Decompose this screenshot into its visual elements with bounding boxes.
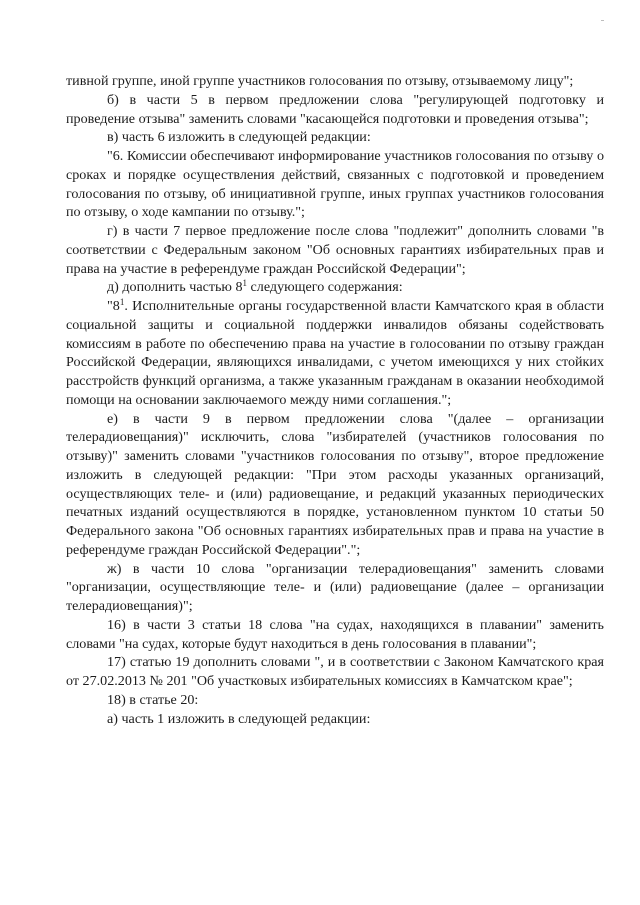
superscript: 1 — [242, 278, 248, 289]
paragraph: б) в части 5 в первом предложении слова "регулирующей подготовку и проведение отзыва" заменить словами "касающейся подготовки и проведения отзыва"; — [66, 91, 604, 127]
paragraph: г) в части 7 первое предложение после слова "подлежит" дополнить словами "в соответствии с Федеральным законом "Об основных гарантиях избирательных прав и права на участие в референдуме граждан Российской Федерации"; — [66, 223, 604, 277]
paragraph — [66, 297, 604, 410]
paragraph: ж) в части 10 слова "организации телерадиовещания" заменить словами "организации, осуществляющие теле- и (или) радиовещание (далее – организации телерадиовещания)"; — [66, 560, 604, 614]
paragraph: е) в части 9 в первом предложении слова "(далее – организации телерадиовещания)" исключить, слова "избирателей (участников голосования по отзыву)" заменить словами "участников голосования по отзыву", второе предложение изложить в следующей редакции: "При этом расходы указанных организаций, осуществляющих теле- и (или) радиовещание, и редакций указанных периодических печатных изданий осуществляются в порядке, установленном пунктом 10 статьи 50 Федерального закона "Об основных гарантиях избирательных прав и права на участие в референдуме граждан Российской Федерации"."; — [66, 410, 604, 558]
paragraph: тивной группе, иной группе участников голосования по отзыву, отзываемому лицу"; — [66, 73, 574, 89]
paragraph: а) часть 1 изложить в следующей редакции: — [107, 710, 371, 727]
scan-mark — [601, 20, 604, 21]
paragraph-text: д) дополнить частью 8 — [107, 279, 243, 296]
paragraph-text: следующего содержания: — [247, 279, 403, 296]
paragraph: в) часть 6 изложить в следующей редакции: — [107, 129, 371, 146]
superscript: 1 — [119, 297, 125, 307]
paragraph: 17) статью 19 дополнить словами ", и в соответствии с Законом Камчатского края от 27.02.2013 № 201 "Об участковых избирательных комиссиях в Камчатском крае"; — [66, 654, 604, 689]
paragraph: "6. Комиссии обеспечивают информирование участников голосования по отзыву о сроках и порядке осуществления действий, связанных с подготовкой и проведением голосования по отзыву, об инициативной группе, иных группах участников голосования по отзыву, о ходе кампании по отзыву."; — [66, 148, 604, 221]
paragraph — [66, 278, 604, 297]
paragraph-text: . Исполнительные органы государственной власти Камчатского края в области социальной защиты и социальной поддержки инвалидов обязаны содействовать комиссиям в работе по обеспечению права на участие в голосовании по отзыву граждан Российской Федерации, являющихся инвалидами, с учетом имеющихся у них стойких расстройств функций организма, а также указанным гражданам в оказании необходимой помощи на основании заключаемого между ними соглашения."; — [66, 298, 604, 408]
paragraph: 16) в части 3 статьи 18 слова "на судах, находящихся в плавании" заменить словами "на судах, которые будут находиться в день голосования в плавании"; — [66, 616, 604, 652]
paragraph-text: "8 — [107, 298, 120, 314]
document-body — [66, 72, 604, 728]
paragraph: 18) в статье 20: — [107, 691, 199, 708]
